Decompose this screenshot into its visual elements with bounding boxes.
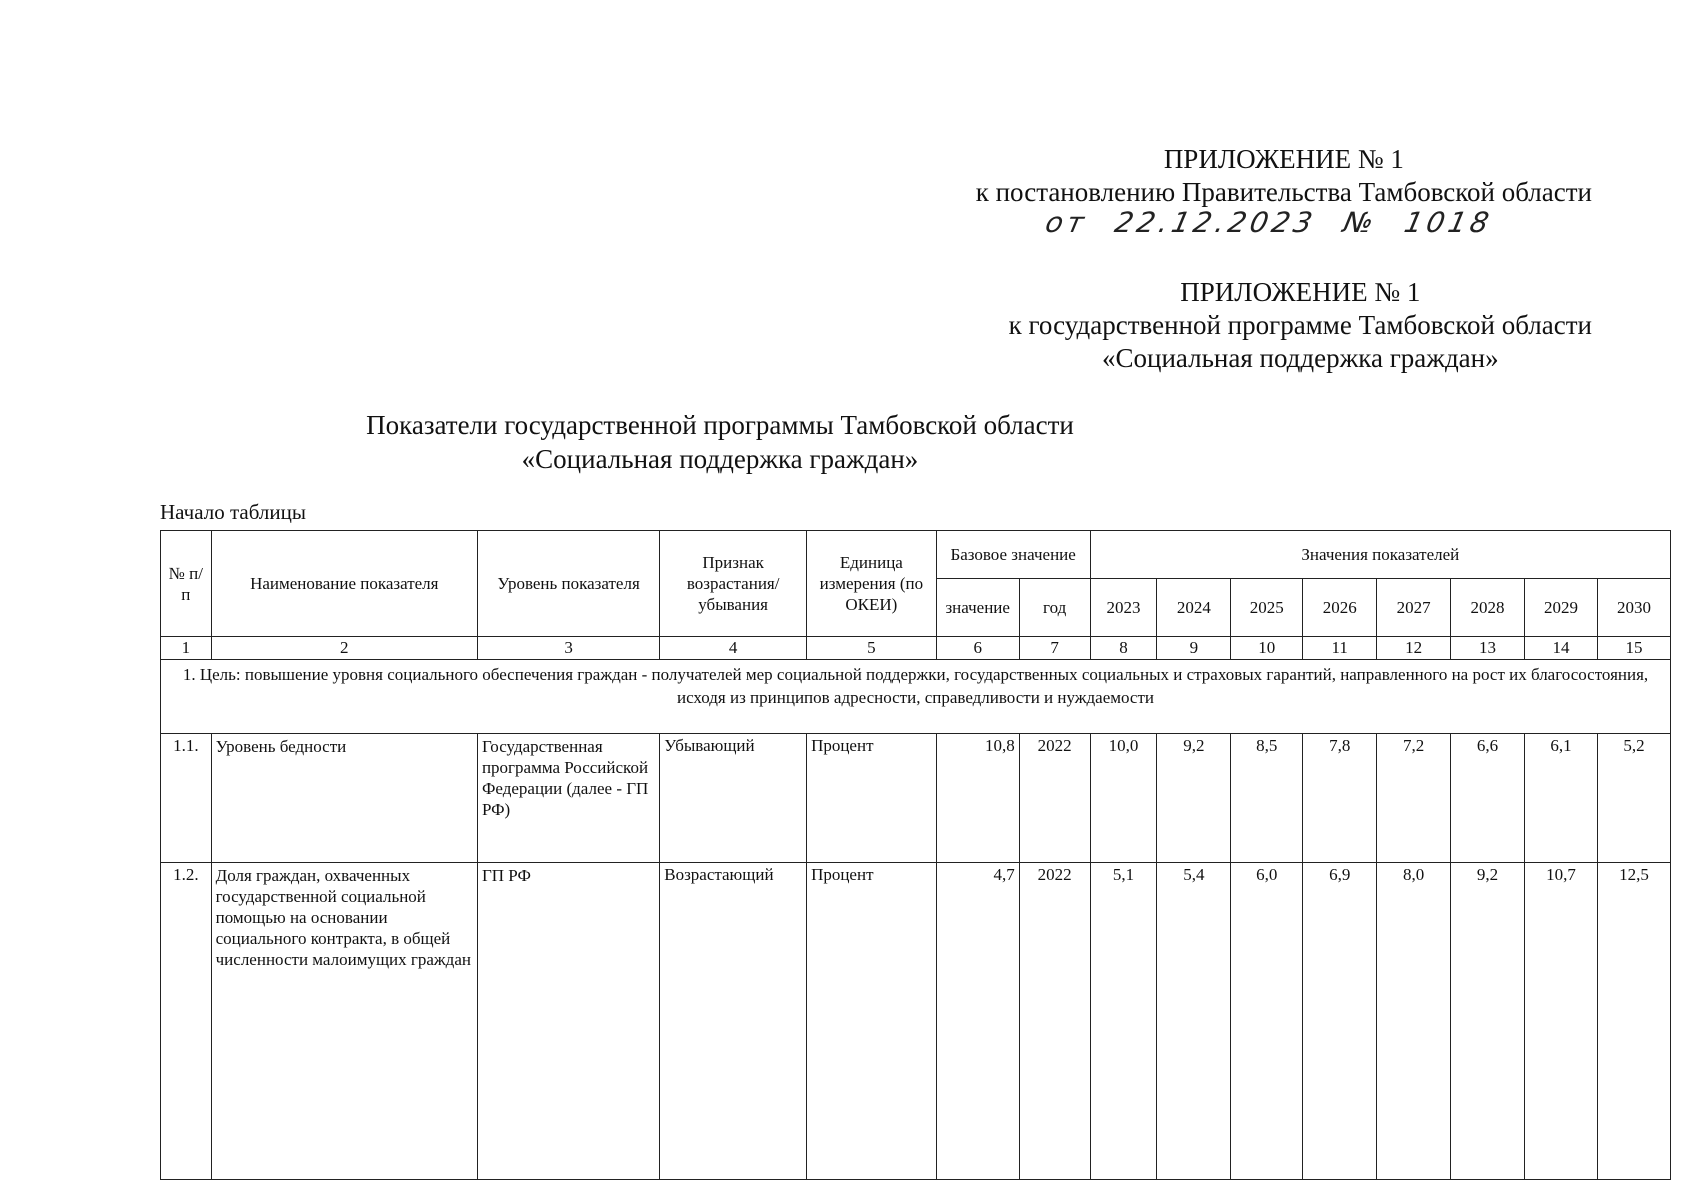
row-base-value: 4,7 xyxy=(936,863,1019,1180)
row-value-2024: 5,4 xyxy=(1157,863,1231,1180)
header-year-2029: 2029 xyxy=(1525,579,1598,637)
handwritten-order-signature xyxy=(1042,206,1523,239)
row-value-2029: 10,7 xyxy=(1525,863,1598,1180)
goal-row xyxy=(161,660,1671,734)
row-value-2027: 7,2 xyxy=(1377,734,1451,863)
document-title-line1: Показатели государственной программы Тамбовской области xyxy=(366,410,1074,440)
column-number: 5 xyxy=(807,637,937,660)
column-number: 15 xyxy=(1597,637,1670,660)
column-number: 4 xyxy=(660,637,807,660)
order-appendix-title: ПРИЛОЖЕНИЕ № 1 xyxy=(1163,144,1404,174)
row-value-2030: 12,5 xyxy=(1597,863,1670,1180)
table-row xyxy=(161,734,1671,863)
row-unit: Процент xyxy=(807,863,937,1180)
column-number: 6 xyxy=(936,637,1019,660)
program-appendix-title: ПРИЛОЖЕНИЕ № 1 xyxy=(1180,277,1421,307)
column-number: 13 xyxy=(1451,637,1525,660)
row-trend: Возрастающий xyxy=(660,863,807,1180)
header-values: Значения показателей xyxy=(1090,531,1670,579)
row-base-value: 10,8 xyxy=(936,734,1019,863)
document-title xyxy=(330,408,1110,476)
header-level: Уровень показателя xyxy=(477,531,659,637)
row-value-2028: 6,6 xyxy=(1451,734,1525,863)
header-name: Наименование показателя xyxy=(211,531,477,637)
header-num: № п/п xyxy=(161,531,212,637)
header-row-1 xyxy=(161,531,1671,579)
header-trend: Признак возрастания/ убывания xyxy=(660,531,807,637)
column-number: 8 xyxy=(1090,637,1157,660)
column-number: 2 xyxy=(211,637,477,660)
header-year-2028: 2028 xyxy=(1451,579,1525,637)
program-appendix-name: «Социальная поддержка граждан» xyxy=(1101,343,1499,373)
row-value-2025: 6,0 xyxy=(1231,863,1303,1180)
goal-text: 1. Цель: повышение уровня социального обеспечения граждан - получателей мер социальной поддержки, государственных социальных и страховых гарантий, направленного на рост их благосостояния, исходя из принципов адресности, справедливости и нуждаемости xyxy=(161,660,1671,734)
row-num: 1.2. xyxy=(161,863,212,1180)
column-number: 14 xyxy=(1525,637,1598,660)
row-base-year: 2022 xyxy=(1019,734,1090,863)
order-appendix-reference: к постановлению Правительства Тамбовской области xyxy=(975,177,1592,207)
indicators-table xyxy=(160,530,1671,1180)
row-name: Уровень бедности xyxy=(211,734,477,863)
handwritten-prefix: от xyxy=(1042,206,1091,239)
order-appendix-block xyxy=(976,143,1592,209)
row-name: Доля граждан, охваченных государственной социальной помощью на основании социального контракта, в общей численности малоимущих граждан xyxy=(211,863,477,1180)
row-level: Государственная программа Российской Федерации (далее - ГП РФ) xyxy=(477,734,659,863)
handwritten-date: 22.12.2023 xyxy=(1111,206,1320,239)
table-row xyxy=(161,863,1671,1180)
column-number: 11 xyxy=(1303,637,1377,660)
header-base: Базовое значение xyxy=(936,531,1090,579)
row-base-year: 2022 xyxy=(1019,863,1090,1180)
header-year-2027: 2027 xyxy=(1377,579,1451,637)
row-value-2029: 6,1 xyxy=(1525,734,1598,863)
row-value-2023: 5,1 xyxy=(1090,863,1157,1180)
row-value-2023: 10,0 xyxy=(1090,734,1157,863)
row-level: ГП РФ xyxy=(477,863,659,1180)
header-base-value: значение xyxy=(936,579,1019,637)
program-appendix-reference: к государственной программе Тамбовской области xyxy=(1008,310,1592,340)
row-num: 1.1. xyxy=(161,734,212,863)
column-number: 9 xyxy=(1157,637,1231,660)
row-value-2024: 9,2 xyxy=(1157,734,1231,863)
header-unit: Единица измерения (по ОКЕИ) xyxy=(807,531,937,637)
row-trend: Убывающий xyxy=(660,734,807,863)
table-caption: Начало таблицы xyxy=(160,500,306,524)
row-value-2027: 8,0 xyxy=(1377,863,1451,1180)
column-number: 3 xyxy=(477,637,659,660)
header-year-2024: 2024 xyxy=(1157,579,1231,637)
header-year-2023: 2023 xyxy=(1090,579,1157,637)
row-value-2025: 8,5 xyxy=(1231,734,1303,863)
header-year-2030: 2030 xyxy=(1597,579,1670,637)
row-value-2030: 5,2 xyxy=(1597,734,1670,863)
handwritten-number: 1018 xyxy=(1401,206,1496,239)
column-number: 1 xyxy=(161,637,212,660)
row-value-2028: 9,2 xyxy=(1451,863,1525,1180)
row-unit: Процент xyxy=(807,734,937,863)
row-value-2026: 6,9 xyxy=(1303,863,1377,1180)
row-value-2026: 7,8 xyxy=(1303,734,1377,863)
header-year-2025: 2025 xyxy=(1231,579,1303,637)
program-appendix-block xyxy=(1009,276,1592,375)
header-year-2026: 2026 xyxy=(1303,579,1377,637)
handwritten-number-sign: № xyxy=(1340,206,1381,239)
document-title-line2: «Социальная поддержка граждан» xyxy=(521,444,919,474)
column-number: 12 xyxy=(1377,637,1451,660)
header-base-year: год xyxy=(1019,579,1090,637)
column-number: 10 xyxy=(1231,637,1303,660)
column-number: 7 xyxy=(1019,637,1090,660)
column-numbers-row xyxy=(161,637,1671,660)
